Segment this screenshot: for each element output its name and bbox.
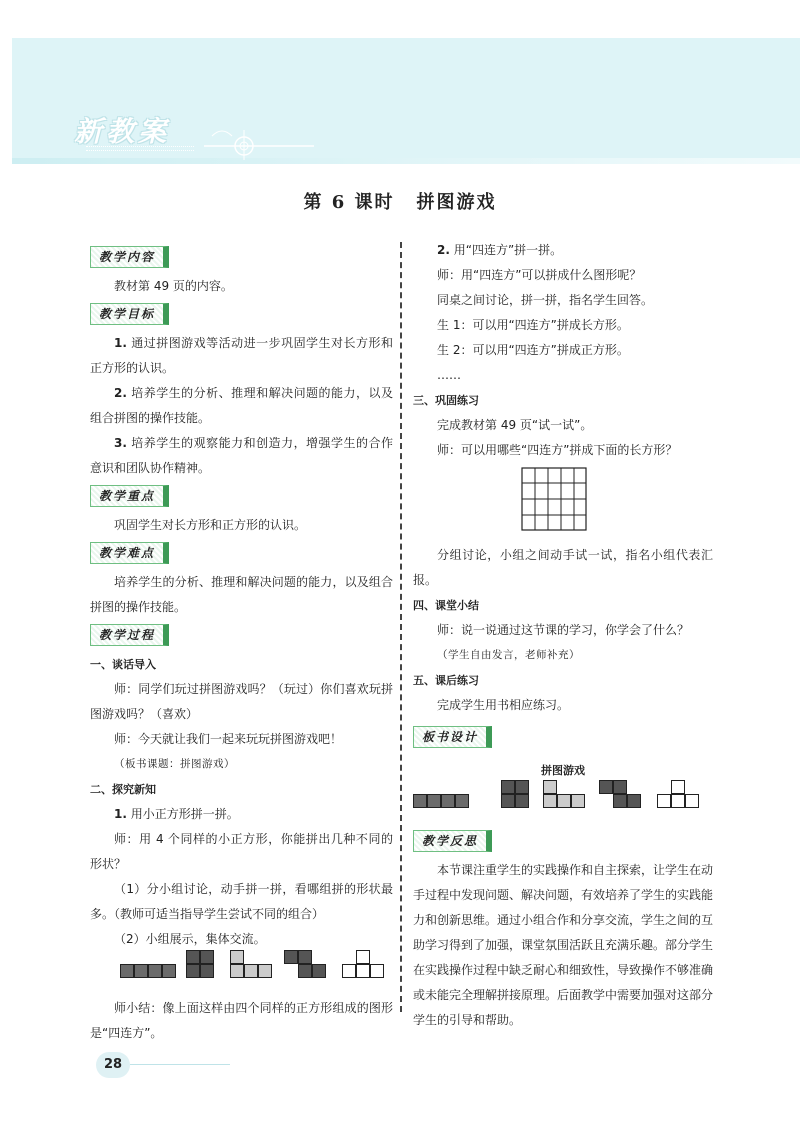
lesson-topic: 拼图游戏 xyxy=(416,192,497,213)
goal-1-num: 1. xyxy=(114,336,127,350)
section-2-summary: 师小结：像上面这样由四个同样的正方形组成的图形是“四连方”。 xyxy=(90,1001,393,1040)
right-para-5: …… xyxy=(437,368,461,382)
brand-text: 新教案 xyxy=(74,115,171,148)
section-2-para-3: （2）小组展示，集体交流。 xyxy=(114,932,266,946)
brand-underline xyxy=(86,146,194,151)
page-title xyxy=(0,188,800,214)
grid-diagram xyxy=(521,467,587,531)
sub-2-num: 2. xyxy=(437,243,450,257)
section-1-para-1: 师：同学们玩过拼图游戏吗？（玩过）你们喜欢玩拼图游戏吗？（喜欢） xyxy=(90,682,393,721)
rectangle-grid xyxy=(413,467,713,535)
tag-key-point: 教学重点 xyxy=(90,485,169,507)
tag-teaching-goals: 教学目标 xyxy=(90,303,169,325)
section-2-para-2: （1）分小组讨论，动手拼一拼，看哪组拼的形状最多。（教师可适当指导学生尝试不同的组合） xyxy=(90,882,393,921)
section-1-para-3: （板书课题：拼图游戏） xyxy=(114,758,235,770)
section-5-heading: 五、课后练习 xyxy=(413,674,479,687)
goal-3-num: 3. xyxy=(114,436,127,450)
right-column xyxy=(413,242,713,1033)
tag-teaching-content: 教学内容 xyxy=(90,246,169,268)
tag-teaching-process: 教学过程 xyxy=(90,624,169,646)
right-para-4: 生 2：可以用“四连方”拼成正方形。 xyxy=(437,343,629,357)
section-2-sub-1 xyxy=(90,802,393,827)
section-3-para-2: 师：可以用哪些“四连方”拼成下面的长方形？ xyxy=(437,443,678,457)
tag-difficulty: 教学难点 xyxy=(90,542,169,564)
section-2-sub-2 xyxy=(413,238,713,263)
section-3-heading: 三、巩固练习 xyxy=(413,394,479,407)
right-para-1: 师：用“四连方”可以拼成什么图形呢？ xyxy=(437,268,642,282)
board-title: 拼图游戏 xyxy=(541,764,585,777)
tetromino-row xyxy=(90,956,393,990)
right-para-3: 生 1：可以用“四连方”拼成长方形。 xyxy=(437,318,629,332)
goal-1-text: 通过拼图游戏等活动进一步巩固学生对长方形和正方形的认识。 xyxy=(90,336,393,375)
reflection-text: 本节课注重学生的实践操作和自主探索，让学生在动手过程中发现问题、解决问题，有效培养了学生的实践能力和创新思维。通过小组合作和分享交流，学生之间的互助学习得到了加强，课堂氛围活跃且充满乐趣。部分学生在实践操作过程中缺乏耐心和细致性，导致操作不够准确或未能完全理解拼接原理。后面教学中需要加强对这部分学生的引导和帮助。 xyxy=(413,863,714,1027)
ornament-icon xyxy=(204,122,314,162)
brand-logo xyxy=(74,110,170,150)
section-4-para-1: 师：说一说通过这节课的学习，你学会了什么？ xyxy=(437,623,690,637)
sub-1-num: 1. xyxy=(114,807,127,821)
key-point-text: 巩固学生对长方形和正方形的认识。 xyxy=(114,518,307,532)
board-tetromino-row xyxy=(413,786,713,820)
goal-2 xyxy=(90,381,393,431)
content-text: 教材第 49 页的内容。 xyxy=(114,279,233,293)
tag-board-design: 板书设计 xyxy=(413,726,492,748)
section-4-para-2: （学生自由发言，老师补充） xyxy=(437,649,580,661)
section-1-para-2: 师：今天就让我们一起来玩玩拼图游戏吧！ xyxy=(114,732,343,746)
section-4-heading: 四、课堂小结 xyxy=(413,599,479,612)
difficulty-text: 培养学生的分析、推理和解决问题的能力，以及组合拼图的操作技能。 xyxy=(90,575,393,614)
goal-2-num: 2. xyxy=(114,386,127,400)
tag-reflection: 教学反思 xyxy=(413,830,492,852)
column-divider xyxy=(400,242,402,1012)
section-5-para-1: 完成学生用书相应练习。 xyxy=(437,698,570,712)
section-3-para-1: 完成教材第 49 页“试一试”。 xyxy=(437,418,593,432)
page-number-line xyxy=(130,1064,230,1065)
sub-1-text: 用小正方形拼一拼。 xyxy=(130,807,239,821)
section-3-para-3: 分组讨论，小组之间动手试一试，指名小组代表汇报。 xyxy=(413,548,713,587)
section-2-para-1: 师：用 4 个同样的小正方形，你能拼出几种不同的形状？ xyxy=(90,832,393,871)
section-1-heading: 一、谈话导入 xyxy=(90,658,156,671)
lesson-number: 第 6 课时 xyxy=(303,192,395,213)
goal-2-text: 培养学生的分析、推理和解决问题的能力，以及组合拼图的操作技能。 xyxy=(90,386,393,425)
goal-1 xyxy=(90,331,393,381)
sub-2-text: 用“四连方”拼一拼。 xyxy=(453,243,563,257)
goal-3-text: 培养学生的观察能力和创造力，增强学生的合作意识和团队协作精神。 xyxy=(90,436,393,475)
right-para-2: 同桌之间讨论，拼一拼，指名学生回答。 xyxy=(437,293,654,307)
left-column xyxy=(90,242,393,1046)
page-number: 28 xyxy=(96,1052,130,1078)
section-2-heading: 二、探究新知 xyxy=(90,783,156,796)
goal-3 xyxy=(90,431,393,481)
